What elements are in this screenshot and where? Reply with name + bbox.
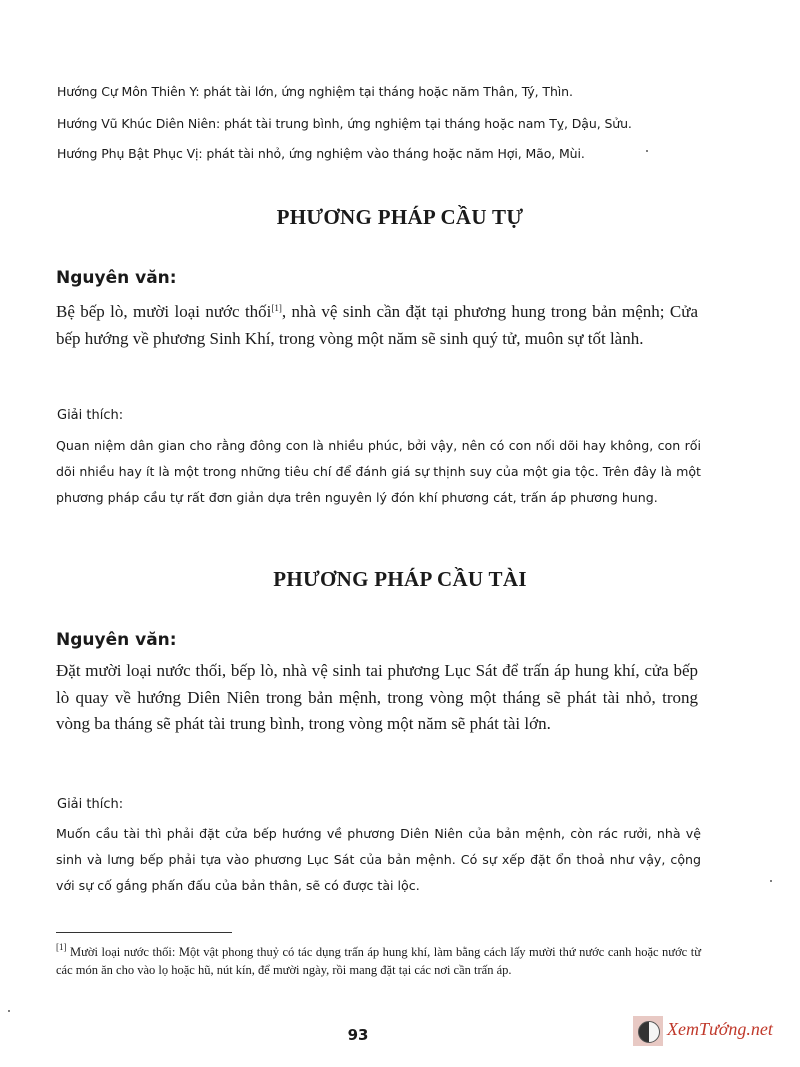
page-number: 93 (347, 1026, 369, 1044)
scan-speck (646, 150, 648, 152)
explain-label-1: Giải thích: (57, 408, 124, 423)
footnote (56, 938, 701, 979)
watermark-text: XemTướng.net (667, 1019, 773, 1039)
yin-yang-icon (638, 1021, 660, 1043)
logo-badge (633, 1016, 663, 1046)
scan-speck (8, 1010, 10, 1012)
original-text-2: Đặt mười loại nước thối, bếp lò, nhà vệ sinh tai phương Lục Sát để trấn áp hung khí, cửa bếp lò quay về hướng Diên Niên trong bản mệnh, trong vòng một tháng sẽ phát tài nhỏ, trong vòng ba tháng sẽ phát tài trung bình, trong vòng một năm sẽ phát tài lớn. (56, 661, 698, 733)
original-text-1-start: Bệ bếp lò, mười loại nước thối (56, 302, 272, 321)
footnote-text: Mười loại nước thối: Một vật phong thuỷ có tác dụng trấn áp hung khí, làm bằng cách lấy mười thứ nước canh hoặc nước từ các món ăn cho vào lọ hoặc hũ, nút kín, để mười ngày, rồi mang đặt tại các nơi cần trấn áp. (56, 945, 701, 977)
original-text-1-end: , nhà vệ sinh cần đặt tại phương hung trong bản mệnh; Cửa bếp hướng về phương Sinh Khí, trong vòng một năm sẽ sinh quý tử, muôn sự tốt lành. (56, 302, 698, 348)
scan-speck (770, 880, 772, 882)
intro-line-3: Hướng Phụ Bật Phục Vị: phát tài nhỏ, ứng nghiệm vào tháng hoặc năm Hợi, Mão, Mùi. (57, 146, 585, 161)
original-label-2: Nguyên văn: (56, 630, 177, 650)
watermark-logo (633, 1015, 793, 1047)
explain-label-2: Giải thích: (57, 797, 124, 812)
explain-text-2: Muốn cầu tài thì phải đặt cửa bếp hướng về phương Diên Niên của bản mệnh, còn rác rưởi, nhà vệ sinh và lưng bếp phải tựa vào phương Lục Sát của bản mệnh. Có sự xếp đặt ổn thoả như vậy, cộng với sự cố gắng phấn đấu của bản thân, sẽ có được tài lộc. (56, 826, 701, 893)
intro-line-2: Hướng Vũ Khúc Diên Niên: phát tài trung bình, ứng nghiệm tại tháng hoặc nam Tỵ, Dậu, Sửu. (57, 116, 632, 131)
original-text-1 (56, 295, 698, 352)
explain-text-1: Quan niệm dân gian cho rằng đông con là nhiều phúc, bởi vậy, nên có con nối dõi hay không, con rối dõi nhiều hay ít là một trong những tiêu chí để đánh giá sự thịnh suy của một gia tộc. Trên đây là một phương pháp cầu tự rất đơn giản dựa trên nguyên lý đón khí phương cát, trấn áp phương hung. (56, 438, 701, 505)
original-label-1: Nguyên văn: (56, 268, 177, 288)
footnote-marker: [1] (56, 942, 67, 952)
section-heading-cau-tai: PHƯƠNG PHÁP CẦU TÀI (273, 567, 527, 591)
intro-line-1: Hướng Cự Môn Thiên Y: phát tài lớn, ứng nghiệm tại tháng hoặc năm Thân, Tý, Thìn. (57, 84, 573, 99)
footnote-ref: [1] (271, 303, 282, 313)
footnote-divider (56, 932, 232, 933)
section-heading-cau-tu: PHƯƠNG PHÁP CẦU TỰ (276, 205, 524, 229)
